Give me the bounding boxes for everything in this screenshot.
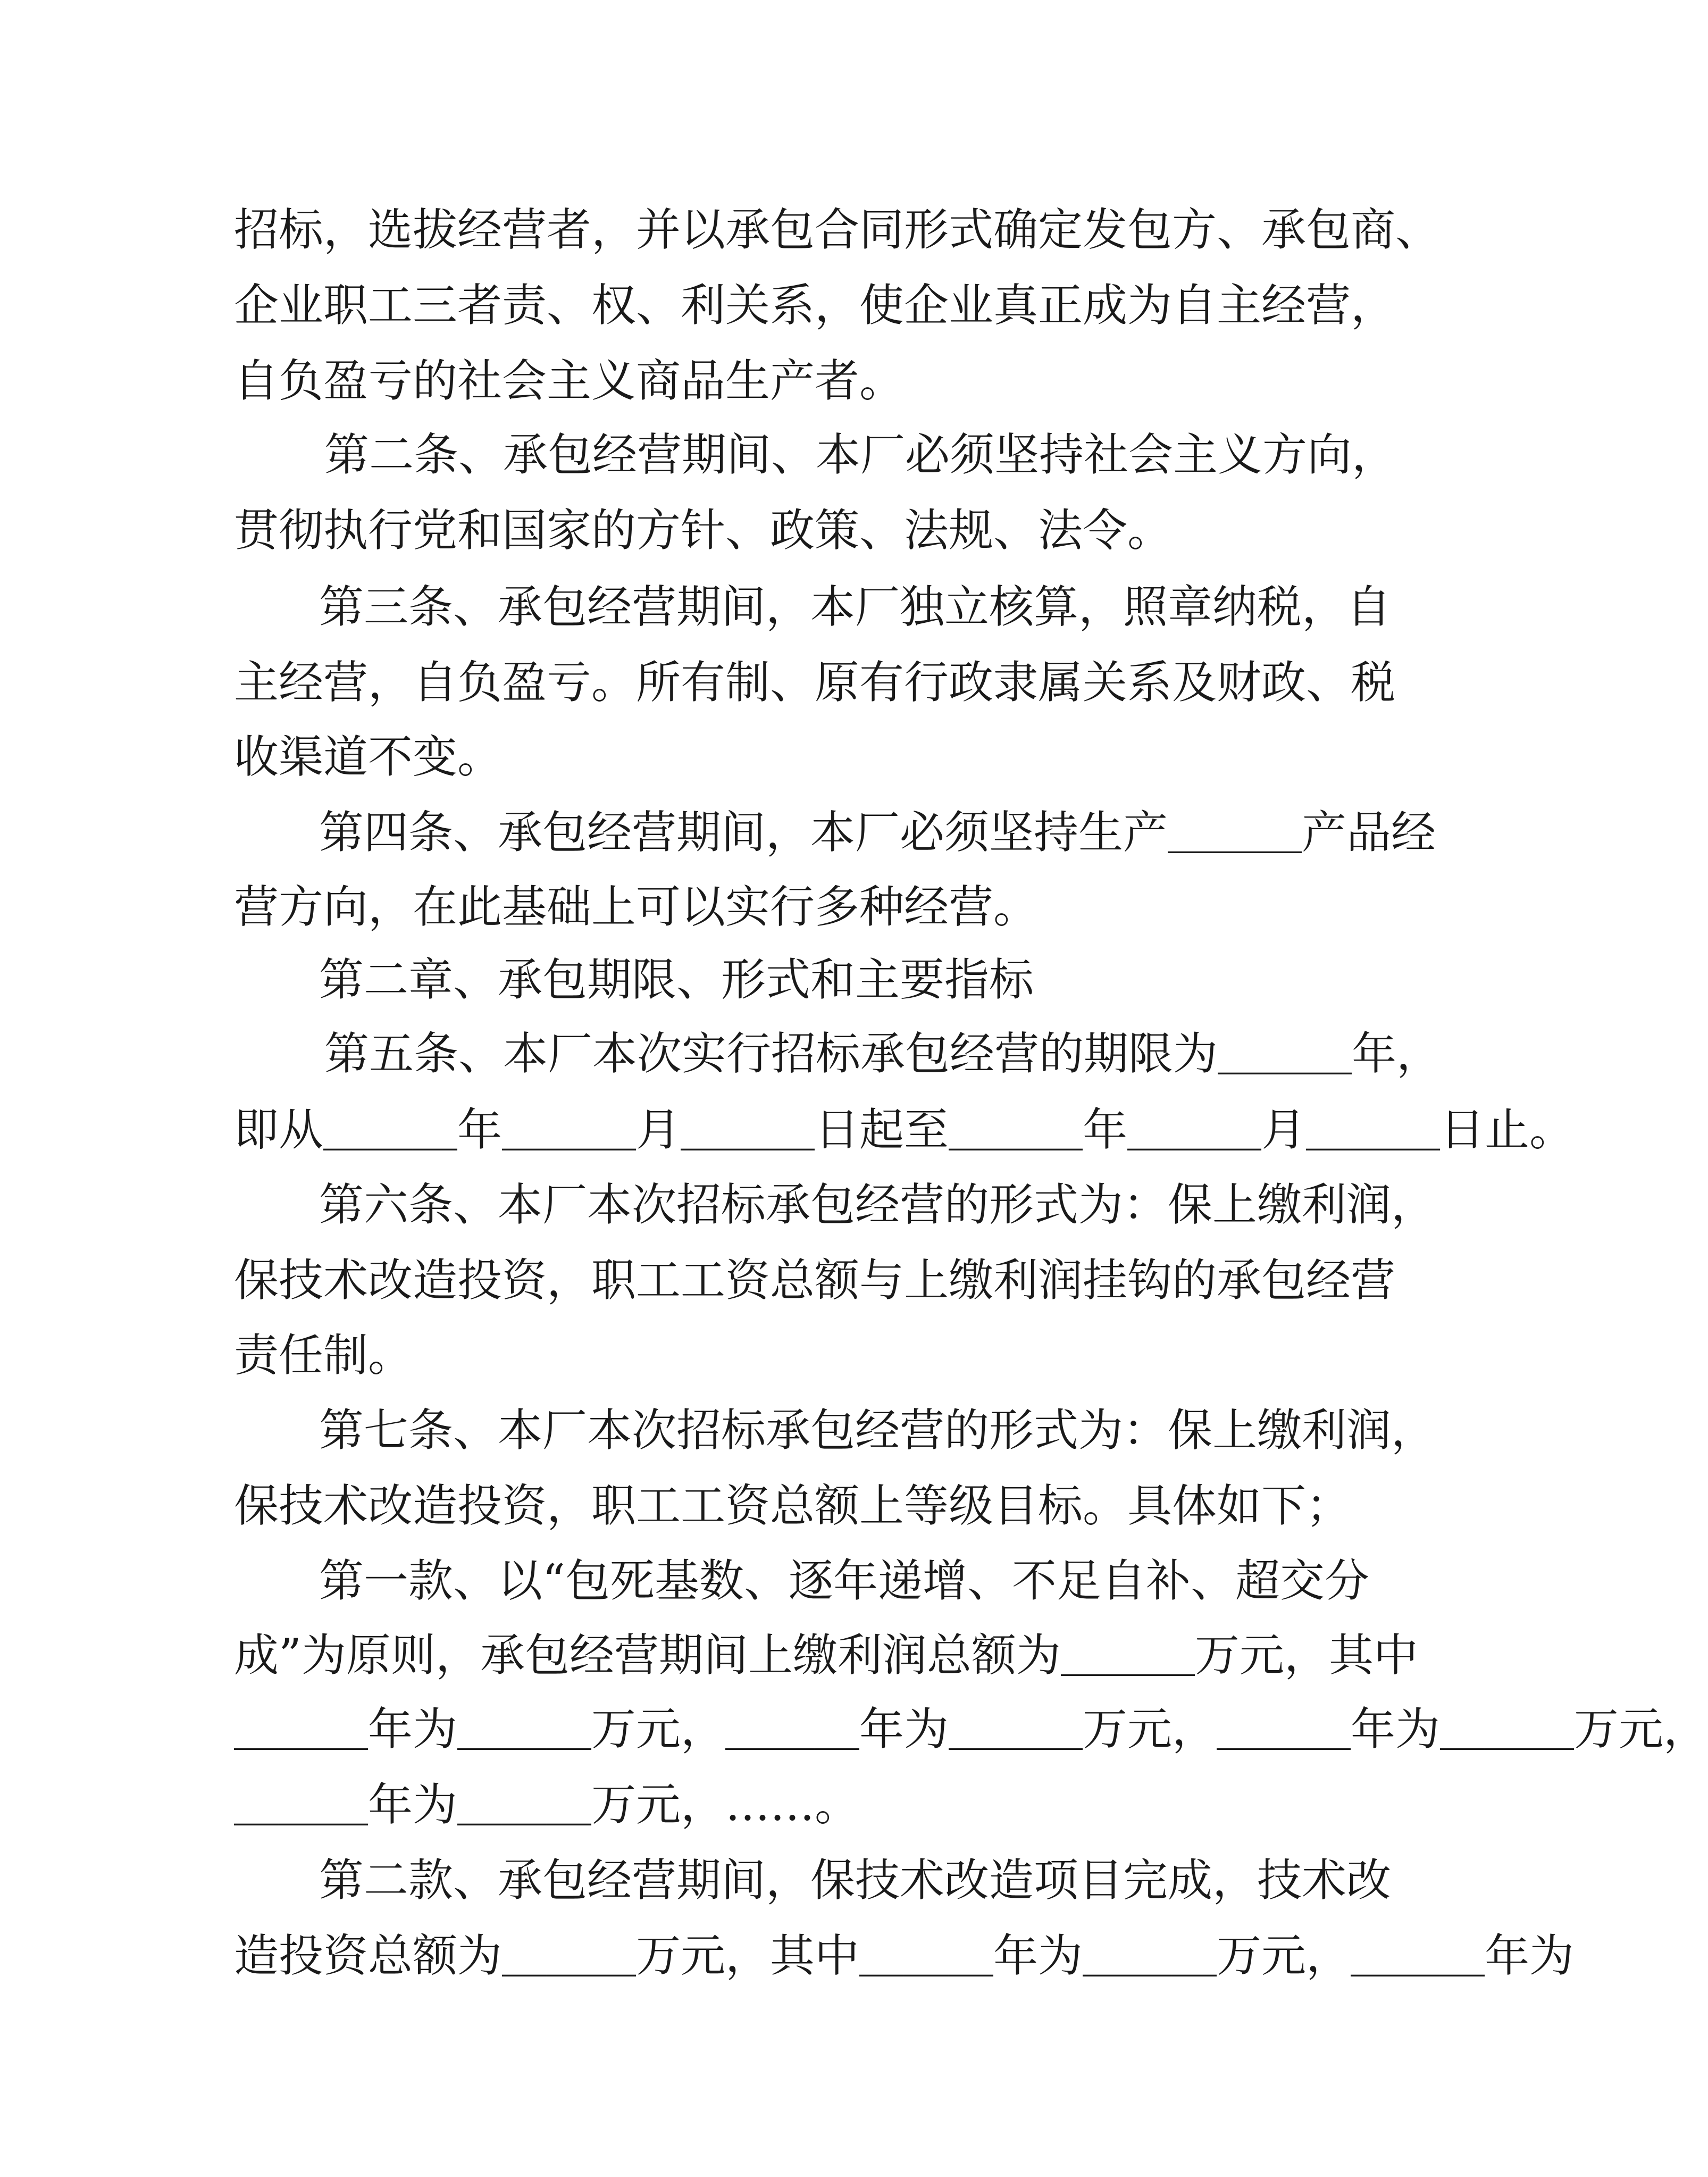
text-line: 第七条、本厂本次招标承包经营的形式为：保上缴利润， xyxy=(319,1404,1436,1456)
text-line: 自负盈亏的社会主义商品生产者。 xyxy=(234,355,905,407)
text-line: 第五条、本厂本次实行招标承包经营的期限为＿＿＿年， xyxy=(324,1028,1442,1080)
text-line: 成”为原则，承包经营期间上缴利润总额为＿＿＿万元，其中 xyxy=(234,1629,1418,1681)
text-line: 贯彻执行党和国家的方针、政策、法规、法令。 xyxy=(234,504,1173,556)
text-line: 第一款、以“包死基数、逐年递增、不足自补、超交分 xyxy=(319,1555,1369,1607)
text-line: 第六条、本厂本次招标承包经营的形式为：保上缴利润， xyxy=(319,1179,1436,1231)
text-line: 保技术改造投资，职工工资总额与上缴利润挂钩的承包经营 xyxy=(234,1254,1396,1306)
text-line: 第二章、承包期限、形式和主要指标 xyxy=(319,954,1034,1006)
text-line: ＿＿＿年为＿＿＿万元，……。 xyxy=(234,1779,860,1831)
text-line: 保技术改造投资，职工工资总额上等级目标。具体如下； xyxy=(234,1480,1351,1532)
text-line: 招标，选拔经营者，并以承包合同形式确定发包方、承包商、 xyxy=(234,204,1441,256)
text-line: 责任制。 xyxy=(234,1329,413,1381)
text-line: 第三条、承包经营期间，本厂独立核算，照章纳税，自 xyxy=(319,581,1392,633)
text-line: 收渠道不变。 xyxy=(234,731,503,783)
text-line: 即从＿＿＿年＿＿＿月＿＿＿日起至＿＿＿年＿＿＿月＿＿＿日止。 xyxy=(234,1104,1575,1156)
text-line: 主经营，自负盈亏。所有制、原有行政隶属关系及财政、税 xyxy=(234,656,1396,708)
text-line: ＿＿＿年为＿＿＿万元，＿＿＿年为＿＿＿万元，＿＿＿年为＿＿＿万元， xyxy=(234,1703,1708,1755)
text-line: 第二条、承包经营期间、本厂必须坚持社会主义方向， xyxy=(324,429,1397,481)
text-line: 第四条、承包经营期间，本厂必须坚持生产＿＿＿产品经 xyxy=(319,806,1436,858)
text-line: 企业职工三者责、权、利关系，使企业真正成为自主经营， xyxy=(234,279,1396,331)
text-line: 第二款、承包经营期间，保技术改造项目完成，技术改 xyxy=(319,1854,1392,1906)
text-line: 营方向，在此基础上可以实行多种经营。 xyxy=(234,881,1039,933)
text-line: 造投资总额为＿＿＿万元，其中＿＿＿年为＿＿＿万元，＿＿＿年为 xyxy=(234,1930,1575,1982)
